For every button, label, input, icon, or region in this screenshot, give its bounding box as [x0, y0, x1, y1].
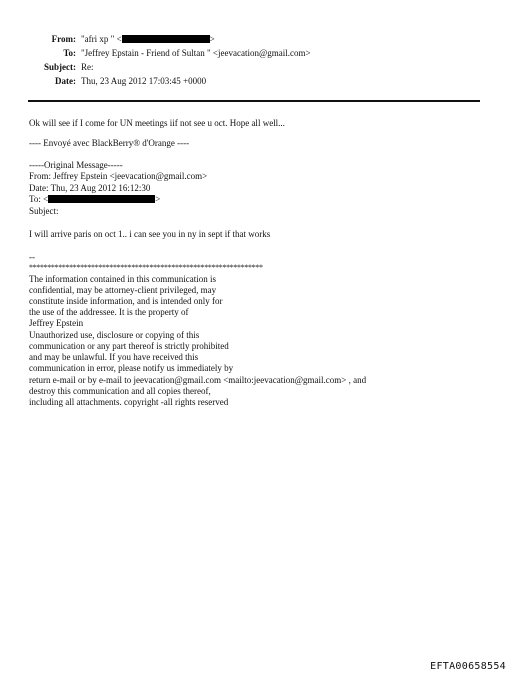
signature-line: ---- Envoyé avec BlackBerry® d'Orange ----: [29, 138, 190, 148]
original-subject: Subject:: [29, 206, 59, 216]
disclaimer-line: and may be unlawful. If you have received this: [29, 352, 199, 362]
original-from: From: Jeffrey Epstein <jeevacation@gmail.com>: [29, 171, 208, 181]
original-to-prefix: To: <: [29, 194, 49, 204]
subject-label: Subject:: [44, 62, 76, 72]
disclaimer-line: return e-mail or by e-mail to jeevacation@gmail.com <mailto:jeevacation@gmail.com> , and: [29, 375, 367, 385]
disclaimer-line: confidential, may be attorney-client privileged, may: [29, 285, 217, 295]
disclaimer-line: including all attachments. copyright -all rights reserved: [29, 397, 229, 407]
bates-number: EFTA00658554: [430, 661, 506, 672]
original-to: [29, 194, 160, 205]
from-value-prefix: "afri xp " <: [81, 34, 122, 44]
disclaimer-line: the use of the addressee. It is the property of: [29, 307, 189, 317]
disclaimer-line: destroy this communication and all copies thereof,: [29, 386, 211, 396]
original-text: I will arrive paris on oct 1.. i can see you in ny in sept if that works: [29, 229, 271, 239]
date-label: Date:: [55, 76, 76, 86]
disclaimer-line: communication or any part thereof is strictly prohibited: [29, 341, 229, 351]
original-message-marker: -----Original Message-----: [29, 160, 123, 170]
redaction-bar: [48, 195, 155, 203]
to-label: To:: [63, 48, 76, 58]
reply-text: Ok will see if I come for UN meetings iif not see u oct. Hope all well...: [29, 118, 285, 128]
disclaimer-line: Unauthorized use, disclosure or copying of this: [29, 330, 200, 340]
original-date: Date: Thu, 23 Aug 2012 16:12:30: [29, 183, 151, 193]
disclaimer-line: The information contained in this communication is: [29, 274, 216, 284]
from-label: From:: [51, 34, 76, 44]
from-value-suffix: >: [209, 34, 215, 44]
to-value: "Jeffrey Epstain - Friend of Sultan " <jeevacation@gmail.com>: [81, 48, 311, 58]
original-to-suffix: >: [155, 194, 161, 204]
redaction-bar: [122, 35, 210, 43]
date-value: Thu, 23 Aug 2012 17:03:45 +0000: [81, 76, 207, 86]
from-value: [81, 34, 215, 45]
disclaimer-line: communication in error, please notify us immediately by: [29, 363, 234, 373]
disclaimer-line: Jeffrey Epstein: [29, 318, 84, 328]
header-divider: [28, 100, 480, 102]
signature-dashes: --: [29, 252, 35, 262]
subject-value: Re:: [81, 62, 94, 72]
disclaimer-line: constitute inside information, and is intended only for: [29, 296, 223, 306]
stars-divider: ****************************************************************: [29, 263, 263, 272]
